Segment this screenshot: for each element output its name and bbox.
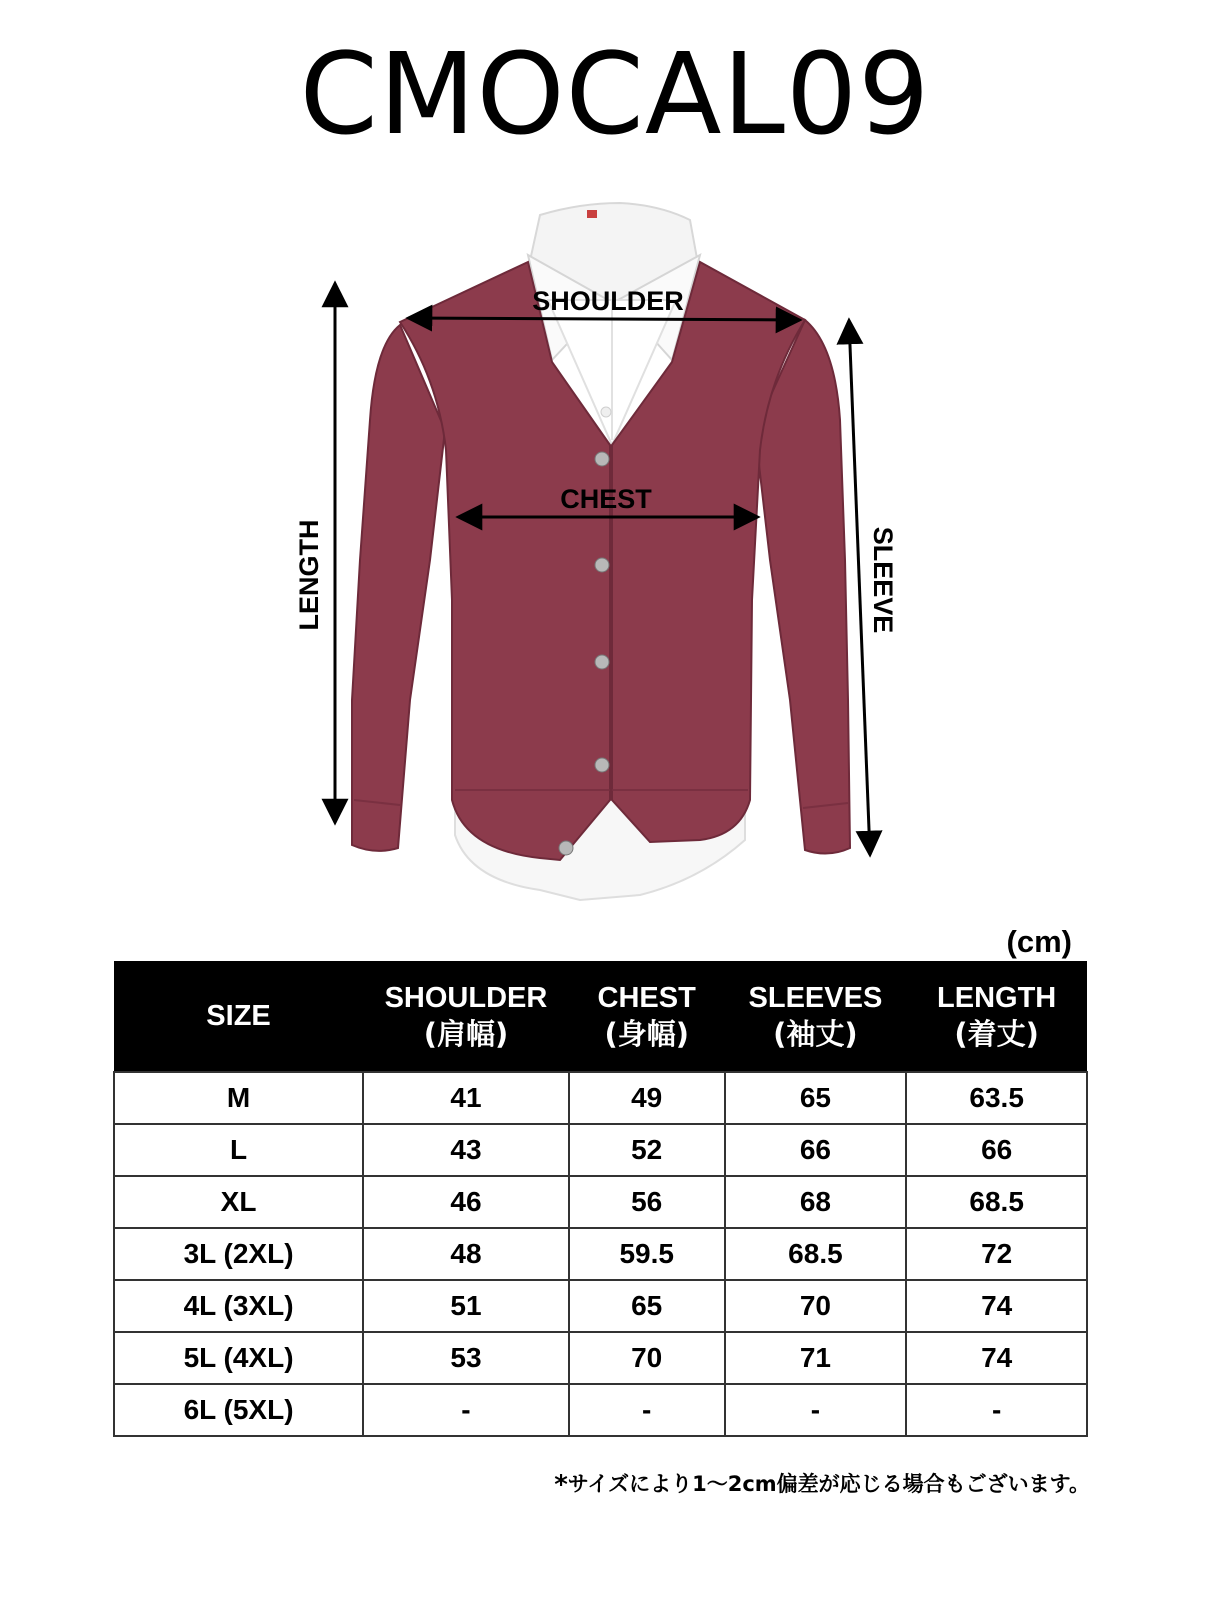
length-cell: - bbox=[906, 1384, 1087, 1436]
length-cell: 74 bbox=[906, 1332, 1087, 1384]
chest-cell: 70 bbox=[569, 1332, 725, 1384]
header-size: SIZE bbox=[114, 961, 363, 1072]
sleeves-cell: 66 bbox=[725, 1124, 907, 1176]
sleeves-cell: 71 bbox=[725, 1332, 907, 1384]
header-length: LENGTH (着丈) bbox=[906, 961, 1087, 1072]
button-icon bbox=[559, 841, 573, 855]
sleeves-cell: - bbox=[725, 1384, 907, 1436]
shoulder-label: SHOULDER bbox=[532, 286, 684, 316]
header-chest: CHEST (身幅) bbox=[569, 961, 725, 1072]
product-code-title: CMOCAL09 bbox=[299, 30, 931, 160]
sleeve-label: SLEEVE bbox=[868, 526, 898, 634]
table-row bbox=[114, 1384, 1087, 1436]
chest-label: CHEST bbox=[560, 484, 652, 514]
unit-label: (cm) bbox=[1006, 924, 1072, 959]
length-cell: 63.5 bbox=[906, 1072, 1087, 1124]
chest-cell: - bbox=[569, 1384, 725, 1436]
sleeves-cell: 70 bbox=[725, 1280, 907, 1332]
size-cell: 3L (2XL) bbox=[114, 1228, 363, 1280]
table-row bbox=[114, 1228, 1087, 1280]
size-table bbox=[113, 961, 1088, 1437]
chest-cell: 52 bbox=[569, 1124, 725, 1176]
table-row bbox=[114, 1176, 1087, 1228]
length-cell: 66 bbox=[906, 1124, 1087, 1176]
table-row bbox=[114, 1072, 1087, 1124]
size-cell: L bbox=[114, 1124, 363, 1176]
table-header-row bbox=[114, 961, 1087, 1072]
size-cell: M bbox=[114, 1072, 363, 1124]
sleeves-cell: 68.5 bbox=[725, 1228, 907, 1280]
table-row bbox=[114, 1332, 1087, 1384]
shoulder-arrow bbox=[408, 318, 800, 320]
sleeves-cell: 68 bbox=[725, 1176, 907, 1228]
length-label: LENGTH bbox=[294, 519, 324, 631]
note-text: サイズにより1～2cm偏差が応じる場合もございます。 bbox=[567, 1472, 1090, 1496]
shoulder-cell: 43 bbox=[363, 1124, 569, 1176]
chest-cell: 56 bbox=[569, 1176, 725, 1228]
size-cell: 6L (5XL) bbox=[114, 1384, 363, 1436]
header-shoulder: SHOULDER (肩幅) bbox=[363, 961, 569, 1072]
asterisk: * bbox=[554, 1470, 568, 1500]
size-cell: XL bbox=[114, 1176, 363, 1228]
length-cell: 68.5 bbox=[906, 1176, 1087, 1228]
size-cell: 4L (3XL) bbox=[114, 1280, 363, 1332]
shoulder-cell: 51 bbox=[363, 1280, 569, 1332]
button-icon bbox=[595, 655, 609, 669]
table-row bbox=[114, 1124, 1087, 1176]
shoulder-cell: 53 bbox=[363, 1332, 569, 1384]
chest-cell: 59.5 bbox=[569, 1228, 725, 1280]
button-icon bbox=[595, 558, 609, 572]
shoulder-cell: 41 bbox=[363, 1072, 569, 1124]
length-cell: 74 bbox=[906, 1280, 1087, 1332]
shoulder-cell: 46 bbox=[363, 1176, 569, 1228]
left-sleeve bbox=[352, 325, 445, 851]
chest-cell: 49 bbox=[569, 1072, 725, 1124]
shoulder-cell: - bbox=[363, 1384, 569, 1436]
size-cell: 5L (4XL) bbox=[114, 1332, 363, 1384]
shoulder-cell: 48 bbox=[363, 1228, 569, 1280]
button-icon bbox=[595, 758, 609, 772]
length-cell: 72 bbox=[906, 1228, 1087, 1280]
brand-tag-icon bbox=[587, 210, 597, 218]
sleeve-arrow bbox=[849, 320, 870, 855]
button-icon bbox=[595, 452, 609, 466]
size-deviation-note bbox=[554, 1468, 1090, 1500]
table-row bbox=[114, 1280, 1087, 1332]
chest-cell: 65 bbox=[569, 1280, 725, 1332]
header-sleeves: SLEEVES (袖丈) bbox=[725, 961, 907, 1072]
sleeves-cell: 65 bbox=[725, 1072, 907, 1124]
